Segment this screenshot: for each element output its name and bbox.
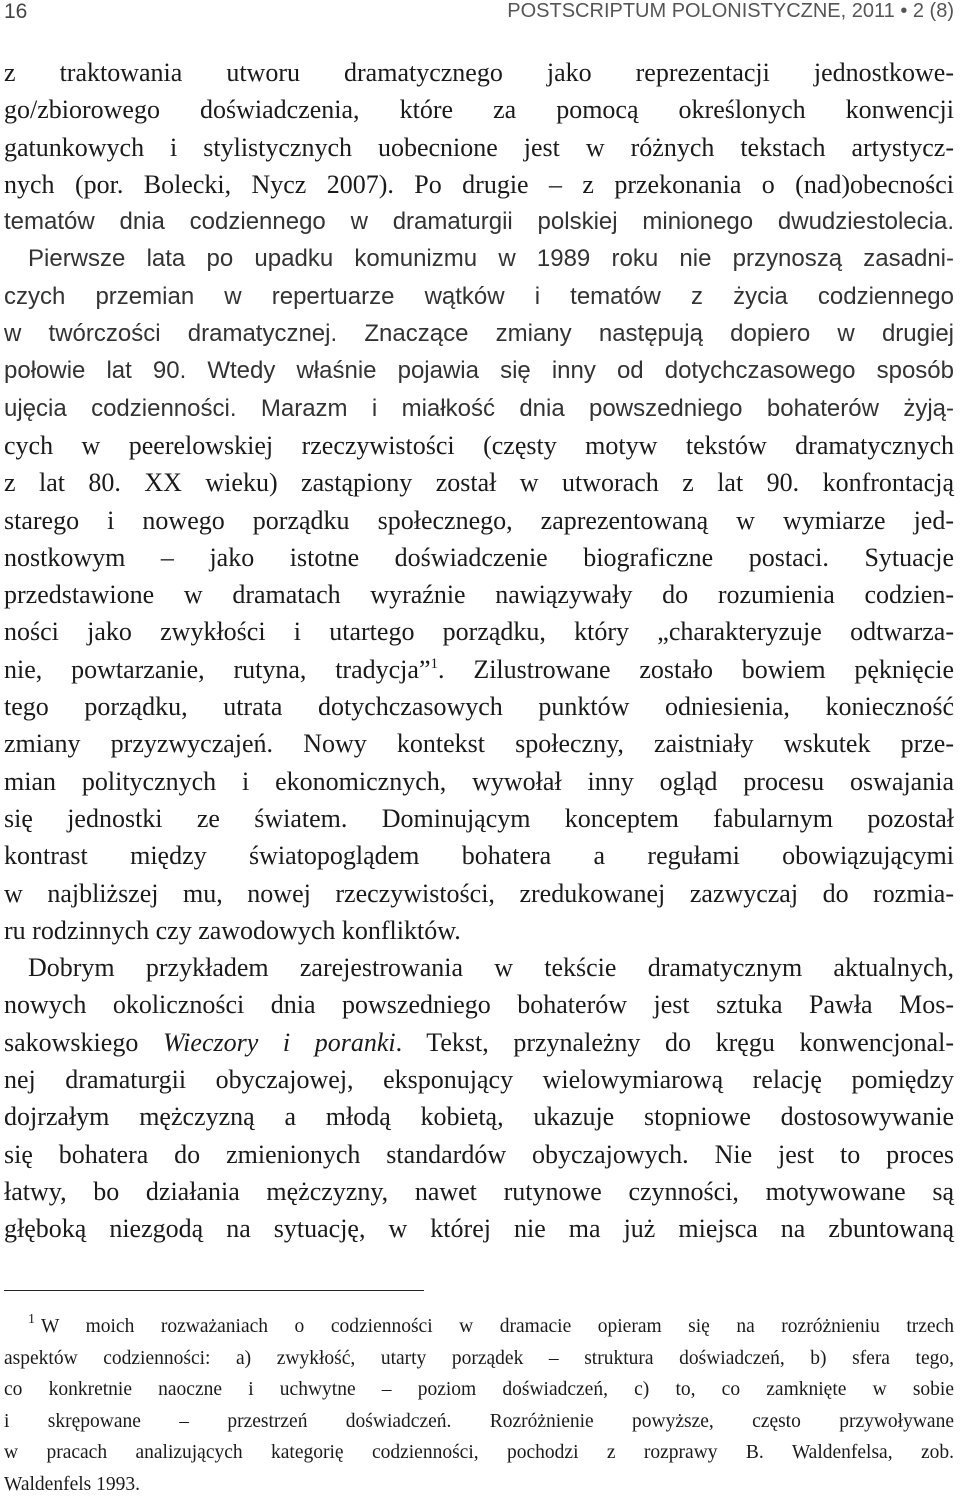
body-text: [4, 54, 954, 1248]
text-line: ności jako zwykłości i utartego porządku, który „charakteryzuje odtwarza-: [4, 613, 954, 650]
text-line: gatunkowych i stylistycznych uobecnione jest w różnych tekstach artystycz-: [4, 129, 954, 166]
text-line: połowie lat 90. Wtedy właśnie pojawia się inny od dotychczasowego sposób: [4, 352, 954, 389]
footnote-line: i skrępowane – przestrzeń doświadczeń. Rozróżnienie powyższe, często przywoływane: [4, 1406, 954, 1438]
text-line: tematów dnia codziennego w dramaturgii polskiej minionego dwudziestolecia.: [4, 203, 954, 240]
text-line: w twórczości dramatycznej. Znaczące zmiany następują dopiero w drugiej: [4, 315, 954, 352]
text-line: dojrzałym mężczyzną a młodą kobietą, ukazuje stopniowe dostosowywanie: [4, 1098, 954, 1135]
footnote-line: Waldenfels 1993.: [4, 1469, 954, 1500]
text-segment: nie, powtarzanie, rutyna, tradycja”: [4, 655, 430, 684]
text-line: z traktowania utworu dramatycznego jako reprezentacji jednostkowe-: [4, 54, 954, 91]
page-number: 16: [4, 0, 27, 24]
text-line: nostkowym – jako istotne doświadczenie biograficzne postaci. Sytuacje: [4, 539, 954, 576]
text-line: mian politycznych i ekonomicznych, wywołał inny ogląd procesu oswajania: [4, 763, 954, 800]
footnote-line: aspektów codzienności: a) zwykłość, utarty porządek – struktura doświadczeń, b) sfera tego,: [4, 1343, 954, 1375]
text-line: starego i nowego porządku społecznego, zaprezentowaną w wymiarze jed-: [4, 502, 954, 539]
text-line: Dobrym przykładem zarejestrowania w tekście dramatycznym aktualnych,: [4, 949, 954, 986]
footnote-line: co konkretnie naoczne i uchwytne – poziom doświadczeń, c) to, co zamknięte w sobie: [4, 1374, 954, 1406]
text-line-with-title: [4, 1024, 954, 1061]
footnote-text: W moich rozważaniach o codzienności w dramacie opieram się na rozróżnieniu trzech: [41, 1316, 954, 1337]
footnote-reference[interactable]: 1: [430, 656, 438, 672]
text-line: Pierwsze lata po upadku komunizmu w 1989 roku nie przynoszą zasadni-: [4, 240, 954, 277]
text-line: przedstawione w dramatach wyraźnie nawiązywały do rozumienia codzien-: [4, 576, 954, 613]
text-segment: . Zilustrowane zostało bowiem pęknięcie: [438, 655, 954, 684]
text-line: cych w peerelowskiej rzeczywistości (częsty motyw tekstów dramatycznych: [4, 427, 954, 464]
footnote-separator: [4, 1290, 424, 1291]
work-title: Wieczory i poranki: [163, 1028, 396, 1057]
page-header: [0, 0, 960, 26]
footnote-line: [4, 1311, 954, 1343]
text-line: tego porządku, utrata dotychczasowych punktów odniesienia, konieczność: [4, 688, 954, 725]
text-line: go/zbiorowego doświadczenia, które za pomocą określonych konwencji: [4, 91, 954, 128]
text-line: zmiany przyzwyczajeń. Nowy kontekst społeczny, zaistniały wskutek prze-: [4, 725, 954, 762]
text-line: nych (por. Bolecki, Nycz 2007). Po drugie – z przekonania o (nad)obecności: [4, 166, 954, 203]
text-line: czych przemian w repertuarze wątków i tematów z życia codziennego: [4, 278, 954, 315]
footnote-marker: 1: [28, 1312, 35, 1327]
footnotes: [4, 1311, 954, 1500]
text-line: nej dramaturgii obyczajowej, eksponujący wielowymiarową relację pomiędzy: [4, 1061, 954, 1098]
text-line: z lat 80. XX wieku) zastąpiony został w utworach z lat 90. konfrontacją: [4, 464, 954, 501]
text-line: nowych okoliczności dnia powszedniego bohaterów jest sztuka Pawła Mos-: [4, 986, 954, 1023]
text-line: się jednostki ze światem. Dominującym konceptem fabularnym pozostał: [4, 800, 954, 837]
text-line: w najbliższej mu, nowej rzeczywistości, zredukowanej zazwyczaj do rozmia-: [4, 875, 954, 912]
text-segment: . Tekst, przynależny do kręgu konwencjonal-: [396, 1028, 954, 1057]
text-segment: sakowskiego: [4, 1028, 163, 1057]
footnote-line: w pracach analizujących kategorię codzienności, pochodzi z rozprawy B. Waldenfelsa, zob.: [4, 1437, 954, 1469]
text-line: ru rodzinnych czy zawodowych konfliktów.: [4, 912, 954, 949]
text-line: kontrast między światopoglądem bohatera a regułami obowiązującymi: [4, 837, 954, 874]
text-line: łatwy, bo działania mężczyzny, nawet rutynowe czynności, motywowane są: [4, 1173, 954, 1210]
text-line: się bohatera do zmienionych standardów obyczajowych. Nie jest to proces: [4, 1136, 954, 1173]
text-line: głęboką niezgodą na sytuację, w której nie ma już miejsca na zbuntowaną: [4, 1210, 954, 1247]
running-head: POSTSCRIPTUM POLONISTYCZNE, 2011 • 2 (8): [507, 0, 954, 23]
text-line-with-footnote-ref: [4, 651, 954, 688]
text-line: ujęcia codzienności. Marazm i miałkość dnia powszedniego bohaterów żyją-: [4, 390, 954, 427]
